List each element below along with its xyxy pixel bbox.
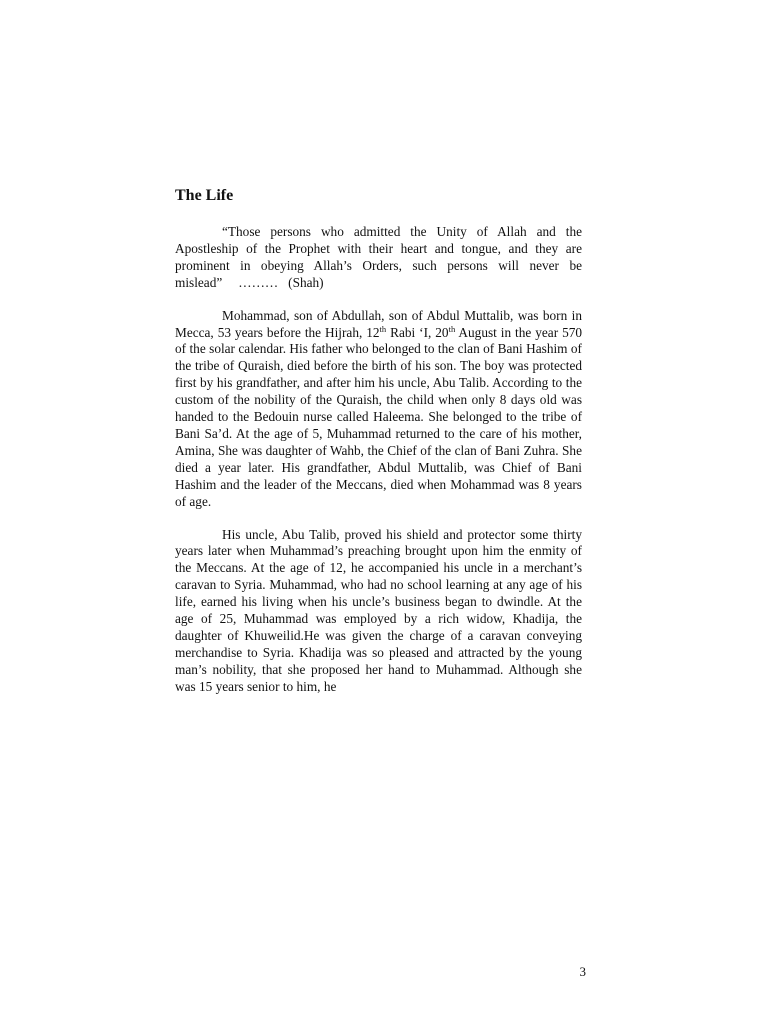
ordinal-superscript-2: th: [448, 323, 456, 334]
paragraph-1-part-2: Rabi ‘I, 20: [386, 324, 449, 340]
body-paragraph-2: His uncle, Abu Talib, proved his shield and protector some thirty years later when Muhammad’s preaching brought upon him the enmity of the Meccans. At the age of 12, he accompanied his uncle in a merchant’s caravan to Syria. Muhammad, who had no school learning at any age of his life, earned his living when his uncle’s business began to dwindle. At the age of 25, Muhammad was employed by a rich widow, Khadija, the daughter of Khuweilid.He was given the charge of a caravan conveying merchandise to Syria. Khadija was so pleased and attracted by the young man’s nobility, that she proposed her hand to Muhammad. Although she was 15 years senior to him, he: [175, 526, 582, 694]
quote-attribution: (Shah): [288, 274, 324, 290]
ordinal-superscript-1: th: [379, 323, 387, 334]
body-paragraph-1: [175, 308, 582, 511]
page-title: The Life: [175, 187, 234, 204]
page-content: [175, 186, 582, 712]
quote-ellipsis: ………: [238, 274, 279, 290]
quote-paragraph: [175, 224, 582, 292]
paragraph-1-part-1: Mohammad, son of Abdullah, son of Abdul Muttalib, was born in Mecca, 53 years before the Hijrah, 12: [175, 307, 582, 340]
quote-text: “Those persons who admitted the Unity of Allah and the Apostleship of the Prophet with their heart and tongue, and they are prominent in obeying Allah’s Orders, such persons will never be mislead”: [175, 224, 582, 290]
page-number: 3: [579, 964, 586, 979]
paragraph-1-part-3: August in the year 570 of the solar calendar. His father who belonged to the clan of Bani Hashim of the tribe of Quraish, died before the birth of his son. The boy was protected first by his grandfather, and after him his uncle, Abu Talib. According to the custom of the nobility of the Quraish, the child when only 8 days old was handed to the Bedouin nurse called Haleema. She belonged to the tribe of Bani Sa’d. At the age of 5, Muhammad returned to the care of his mother, Amina, She was daughter of Wahb, the Chief of the clan of Bani Zuhra. She died a year later. His grandfather, Abdul Muttalib, was Chief of Bani Hashim and the leader of the Meccans, died when Mohammad was 8 years of age.: [175, 324, 583, 509]
